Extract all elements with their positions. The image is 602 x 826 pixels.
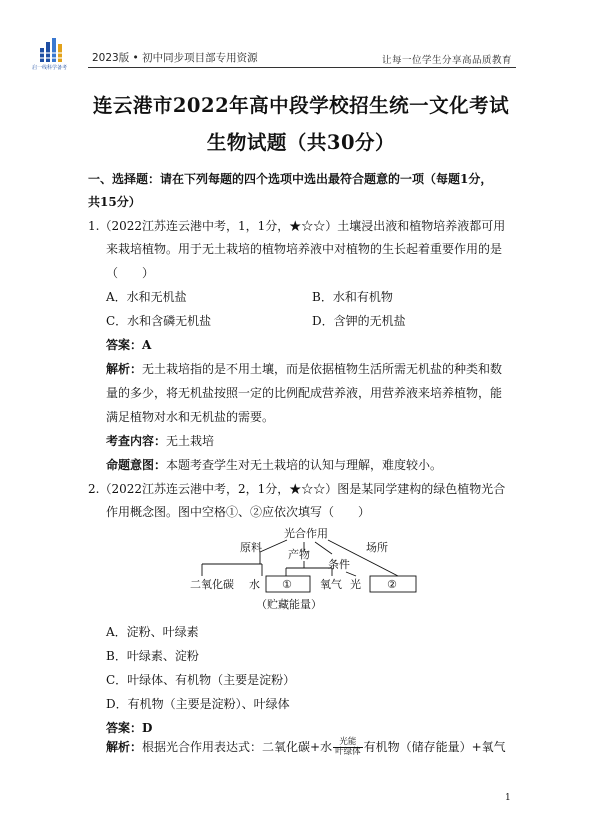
diagram-stored-energy: （贮藏能量）	[256, 598, 322, 611]
diagram-place: 场所	[366, 541, 388, 554]
q1-content-value: 无土栽培	[166, 434, 215, 448]
q1-analysis-label: 解析：	[106, 362, 143, 376]
reaction-arrow	[333, 738, 363, 757]
q1-option-b: B．水和有机物	[312, 290, 393, 304]
q1-analysis-3: 满足植物对水和无机盐的需要。	[106, 410, 275, 424]
q2-answer-value: D	[142, 721, 153, 735]
page-title-line2: 生物试题（共30分）	[206, 131, 396, 154]
diagram-carbon-dioxide: 二氧化碳	[190, 578, 234, 591]
q2-analysis-post: 有机物（储存能量）+氧气	[363, 740, 506, 754]
q1-analysis-text-1: 无土栽培指的是不用土壤，而是依据植物生活所需无机盐的种类和数	[142, 362, 503, 376]
page-title-line1: 连云港市2022年高中段学校招生统一文化考试	[92, 94, 510, 117]
q2-option-a: A．淀粉、叶绿素	[106, 625, 199, 639]
diagram-raw-material: 原料	[240, 541, 262, 554]
header-divider	[88, 67, 516, 68]
q2-analysis	[106, 738, 506, 757]
q1-content	[106, 432, 214, 449]
q1-stem-3: （ ）	[106, 266, 155, 280]
q1-intent-label: 命题意图：	[106, 458, 167, 472]
reaction-arrow-top: 光能	[333, 738, 363, 748]
q2-stem-1: 2.（2022江苏连云港中考，2，1分，★☆☆）图是某同学建构的绿色植物光合	[88, 482, 506, 496]
q1-option-a: A．水和无机盐	[106, 290, 187, 304]
q1-option-c: C．水和含磷无机盐	[106, 314, 212, 328]
diagram-blank-2: ②	[387, 578, 397, 591]
diagram-center: 光合作用	[284, 527, 328, 540]
diagram-blank-1: ①	[282, 578, 292, 591]
q2-option-b: B．叶绿素、淀粉	[106, 649, 199, 663]
q2-option-d: D．有机物（主要是淀粉）、叶绿体	[106, 697, 290, 711]
reaction-arrow-bottom: 叶绿体	[335, 747, 361, 757]
q1-intent-value: 本题考查学生对无土栽培的认知与理解，难度较小。	[166, 458, 443, 472]
q1-stem-1: 1.（2022江苏连云港中考，1，1分，★☆☆）土壤浸出液和植物培养液都可用	[88, 219, 506, 233]
q1-intent	[106, 456, 442, 473]
q2-answer-label: 答案：	[106, 721, 143, 735]
q1-option-d: D．含钾的无机盐	[312, 314, 406, 328]
q1-content-label: 考查内容：	[106, 434, 167, 448]
q2-option-c: C．叶绿体、有机物（主要是淀粉）	[106, 673, 296, 687]
q2-analysis-label: 解析：	[106, 740, 143, 754]
q1-answer	[106, 336, 151, 353]
header-right-text: 让每一位学生分享高品质教育	[382, 55, 513, 66]
diagram-water: 水	[249, 578, 260, 591]
q2-answer	[106, 719, 152, 736]
q1-analysis-1	[106, 360, 502, 377]
diagram-light: 光	[350, 578, 361, 591]
diagram-product: 产物	[288, 548, 310, 561]
q2-stem-2: 作用概念图。图中空格①、②应依次填写（ ）	[106, 505, 371, 519]
diagram-condition: 条件	[328, 558, 350, 571]
q1-answer-label: 答案：	[106, 338, 143, 352]
q1-analysis-2: 量的多少，将无机盐按照一定的比例配成营养液，用营养液来培养植物，能	[106, 386, 503, 400]
section-heading-cont: 共15分）	[88, 195, 141, 209]
q1-stem-2: 来栽培植物。用于无土栽培的植物培养液中对植物的生长起着重要作用的是	[106, 242, 503, 256]
logo	[38, 38, 66, 66]
header-left-text: 2023版 • 初中同步项目部专用资源	[92, 52, 258, 64]
q1-answer-value: A	[142, 338, 152, 352]
logo-caption: 启一线科学备考	[32, 65, 68, 71]
diagram-oxygen: 氧气	[320, 578, 342, 591]
section-heading: 一、选择题：请在下列每题的四个选项中选出最符合题意的一项（每题1分，	[88, 172, 493, 186]
photosynthesis-concept-diagram	[180, 524, 440, 616]
q2-analysis-pre: 根据光合作用表达式：二氧化碳+水	[142, 740, 333, 754]
page-number: 1	[505, 793, 511, 803]
logo-bars-icon	[38, 38, 66, 62]
